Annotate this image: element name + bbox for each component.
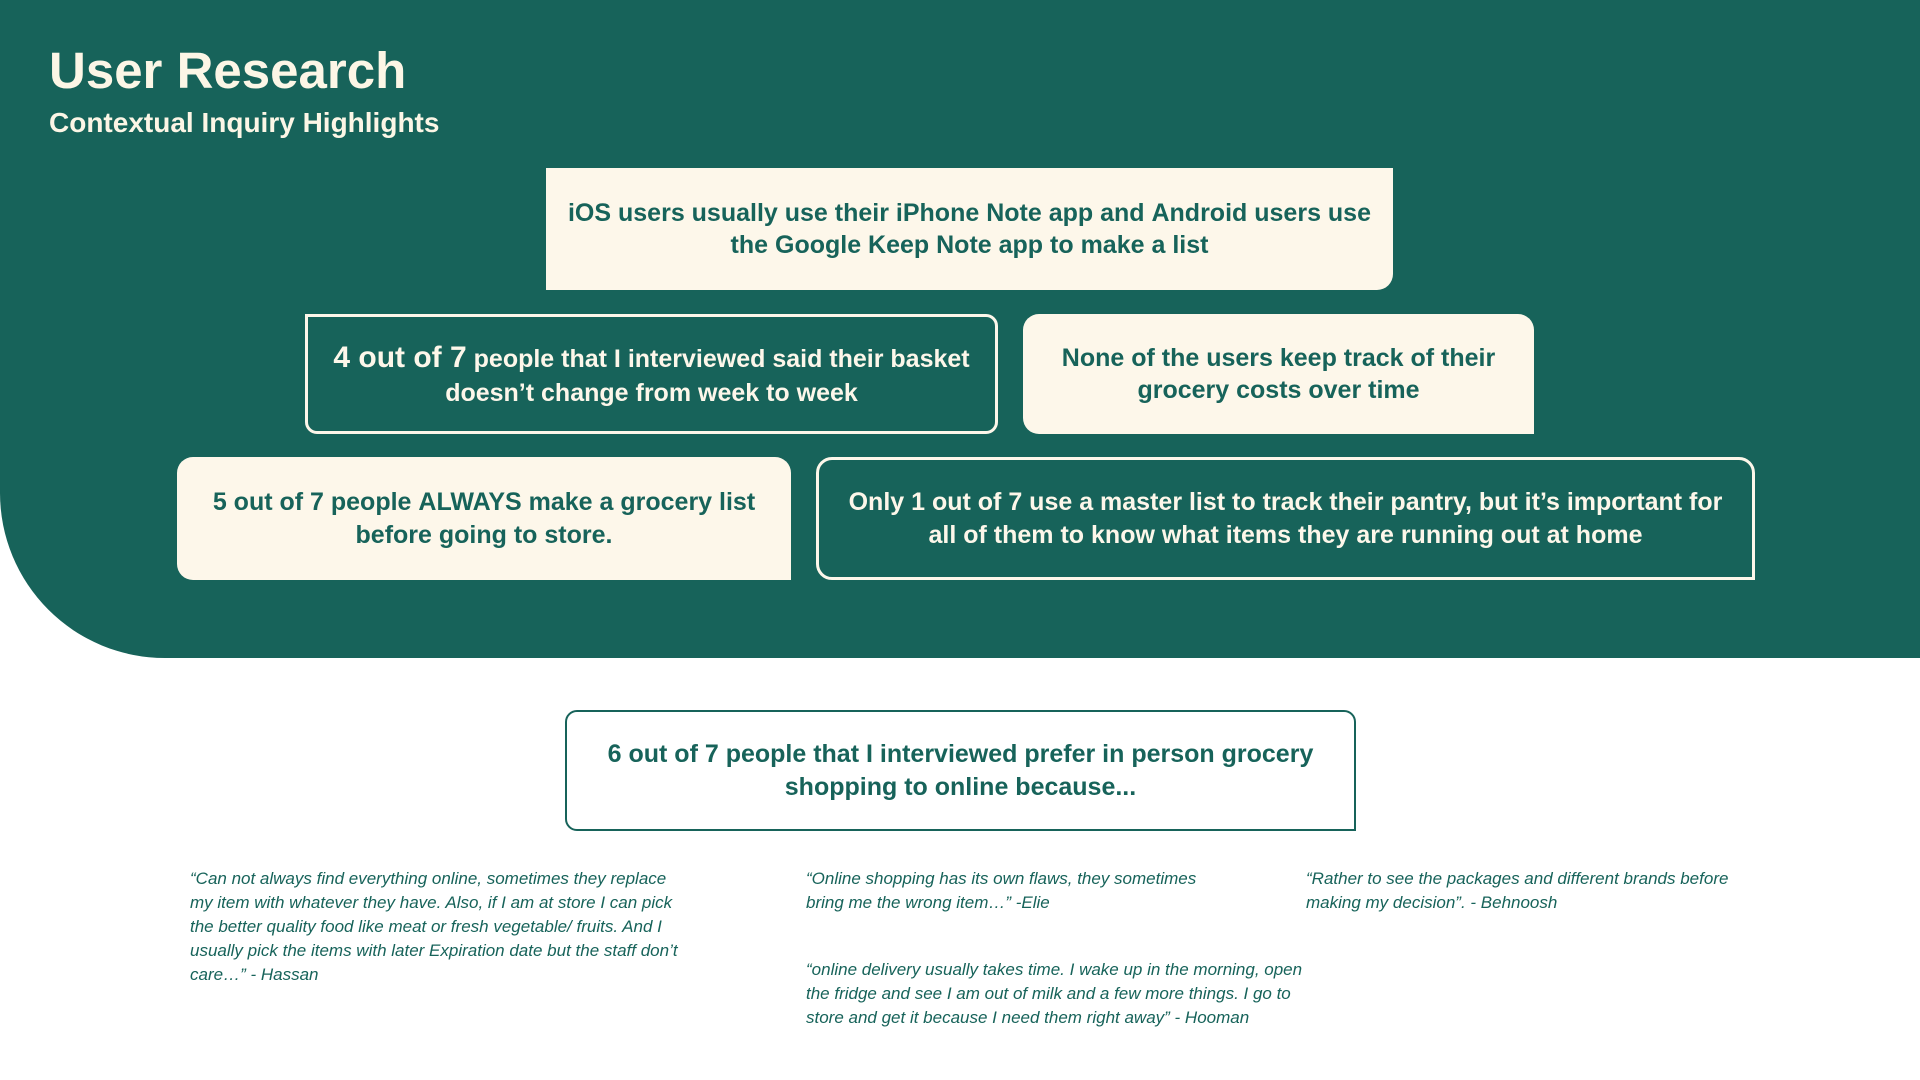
insight-card-basket <box>305 314 998 434</box>
page-subtitle: Contextual Inquiry Highlights <box>49 107 440 138</box>
insight-costs-text: None of the users keep track of their grocery costs over time <box>1061 343 1496 404</box>
quote-hooman: “online delivery usually takes time. I wake up in the morning, open the fridge and see I am out of milk and a few more things. I go to store and get it because I need them right away” - Hooman <box>806 960 1303 1027</box>
insight-card-notes-app <box>546 168 1393 290</box>
page-title: User Research <box>49 42 407 99</box>
quote-behnoosh: “Rather to see the packages and different brands before making my decision”. - Behnoosh <box>1306 869 1729 912</box>
insight-card-master-list <box>816 457 1755 580</box>
insight-master-list-text: Only 1 out of 7 use a master list to track their pantry, but it’s important for all of them to know what items they are running out at home <box>848 488 1723 549</box>
insight-card-in-person-shopping <box>565 710 1356 831</box>
quote-hassan: “Can not always find everything online, sometimes they replace my item with whatever they have. Also, if I am at store I can pick the better quality food like meat or fresh vegetable/ fruits. And I usually pick the items with later Expiration date but the staff don’t care…” - Hassan <box>190 869 678 984</box>
insight-card-grocery-list <box>177 457 791 580</box>
insight-grocery-list-text: 5 out of 7 people ALWAYS make a grocery list before going to store. <box>212 488 756 549</box>
insight-in-person-text: 6 out of 7 people that I interviewed prefer in person grocery shopping to online because... <box>607 740 1314 801</box>
quote-elie: “Online shopping has its own flaws, they sometimes bring me the wrong item…” -Elie <box>806 869 1197 912</box>
insight-notes-app-text: iOS users usually use their iPhone Note app and Android users use the Google Keep Note app to make a list <box>567 198 1371 259</box>
insight-basket-text: 4 out of 7 people that I interviewed said their basket doesn’t change from week to week <box>333 341 970 408</box>
insight-card-costs <box>1023 314 1534 434</box>
